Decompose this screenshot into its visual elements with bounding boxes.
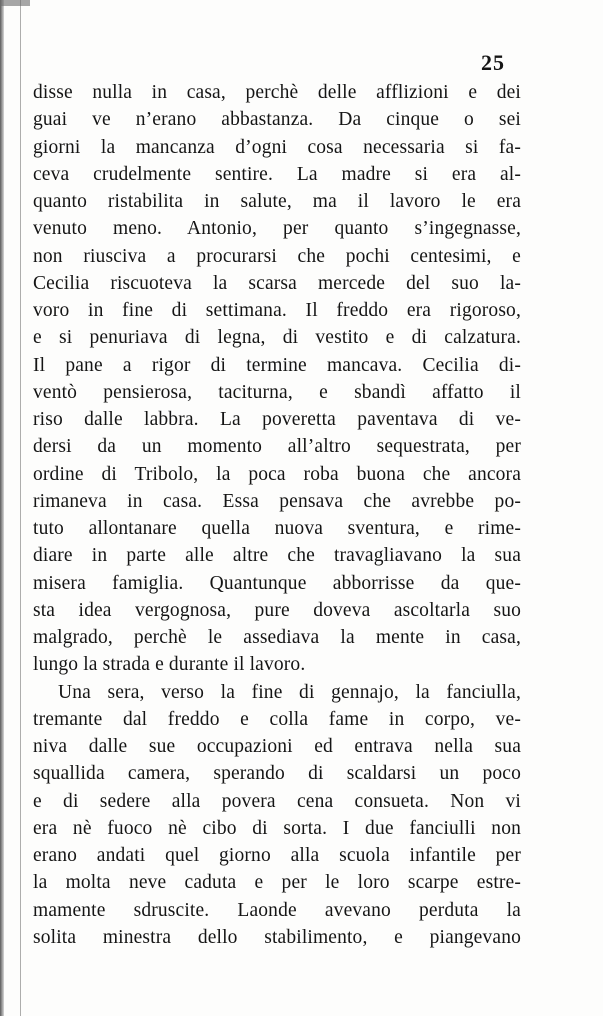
text-line: riso dalle labbra. La poveretta paventava di ve- xyxy=(33,409,521,430)
text-line: voro in fine di settimana. Il freddo era rigoroso, xyxy=(33,300,521,321)
text-line: sta idea vergognosa, pure doveva ascoltarla suo xyxy=(33,599,521,621)
text-line: rimaneva in casa. Essa pensava che avrebbe po- xyxy=(33,490,521,512)
body-text xyxy=(33,79,521,951)
text-line: la molta neve caduta e per le loro scarpe estre- xyxy=(33,872,521,894)
text-line: Il pane a rigor di termine mancava. Cecilia di- xyxy=(33,354,521,376)
text-line: ordine di Tribolo, la poca roba buona che ancora xyxy=(33,463,521,485)
text-line: e si penuriava di legna, di vestito e di calzatura. xyxy=(33,327,521,349)
text-line: niva dalle sue occupazioni ed entrava nella sua xyxy=(33,736,521,757)
text-line: tuto allontanare quella nuova sventura, e rime- xyxy=(33,518,521,539)
text-line: tremante dal freddo e colla fame in corpo, ve- xyxy=(33,708,521,730)
page-gutter-line xyxy=(20,0,21,1016)
text-line: quanto ristabilita in salute, ma il lavoro le era xyxy=(33,191,521,212)
text-line: erano andati quel giorno alla scuola infantile per xyxy=(33,845,521,866)
text-line: solita minestra dello stabilimento, e piangevano xyxy=(33,926,521,948)
text-line: non riusciva a procurarsi che pochi centesimi, e xyxy=(33,245,521,267)
text-line: era nè fuoco nè cibo di sorta. I due fanciulli non xyxy=(33,817,521,839)
text-line: e di sedere alla povera cena consueta. Non vi xyxy=(33,790,521,812)
text-line: diare in parte alle altre che travagliavano la sua xyxy=(33,545,521,567)
page-binding-edge xyxy=(0,0,4,1016)
text-line: disse nulla in casa, perchè delle afflizioni e dei xyxy=(33,82,521,103)
text-line: ventò pensierosa, taciturna, e sbandì affatto il xyxy=(33,381,521,403)
text-line: giorni la mancanza d’ogni cosa necessaria si fa- xyxy=(33,136,521,158)
text-line: Cecilia riscuoteva la scarsa mercede del suo la- xyxy=(33,272,521,294)
text-line: mamente sdruscite. Laonde avevano perduta la xyxy=(33,899,521,921)
text-line: guai ve n’erano abbastanza. Da cinque o sei xyxy=(33,109,521,131)
text-line: dersi da un momento all’altro sequestrata, per xyxy=(33,436,521,458)
text-line: venuto meno. Antonio, per quanto s’ingegnasse, xyxy=(33,218,521,240)
text-line: malgrado, perchè le assediava la mente in casa, xyxy=(33,627,521,648)
text-line: ceva crudelmente sentire. La madre si era al- xyxy=(33,163,521,185)
text-line: squallida camera, sperando di scaldarsi un poco xyxy=(33,763,521,785)
paragraph-start-line: Una sera, verso la fine di gennajo, la fanciulla, xyxy=(58,681,521,703)
page-number: 25 xyxy=(481,50,505,75)
paragraph-end-line: lungo la strada e durante il lavoro. xyxy=(33,654,306,676)
corner-smudge xyxy=(0,0,30,6)
text-line: misera famiglia. Quantunque abborrisse da que- xyxy=(33,572,521,594)
